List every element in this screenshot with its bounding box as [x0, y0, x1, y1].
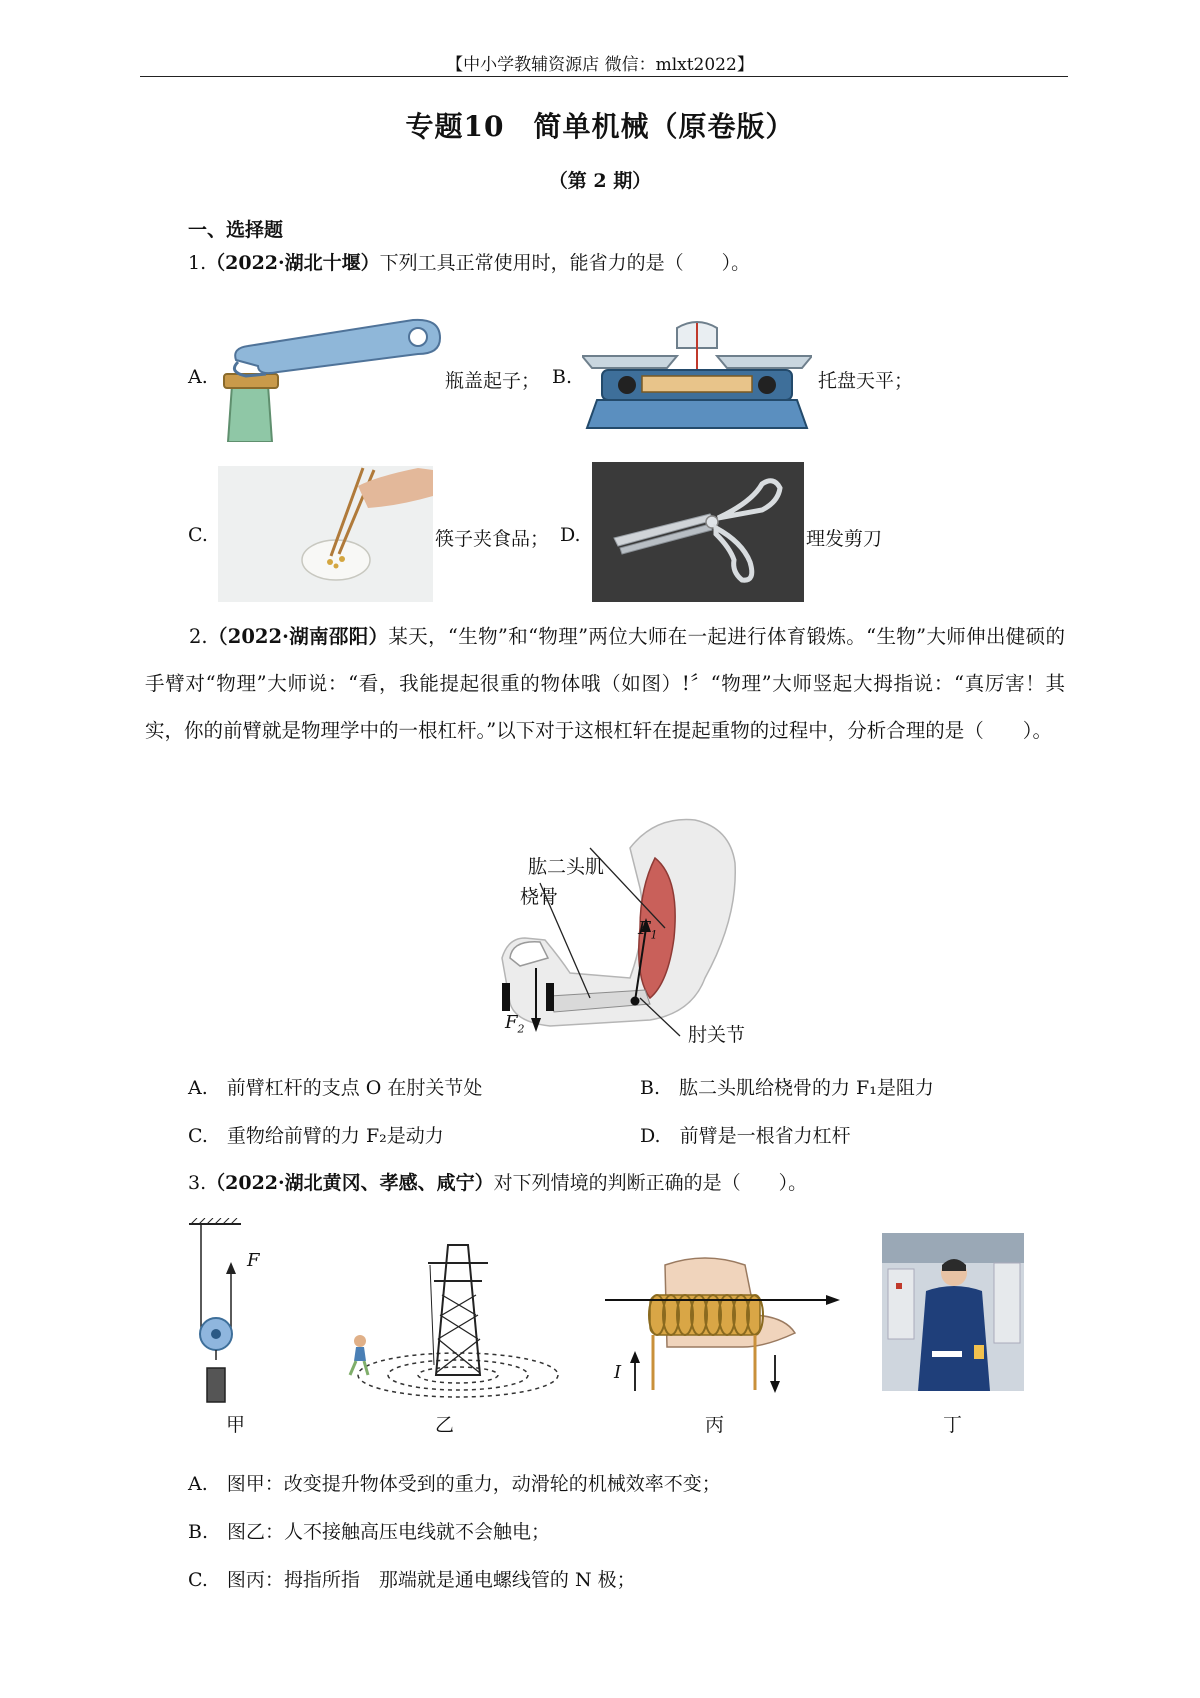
- q1-option-a-letter: A.: [188, 366, 208, 388]
- section-heading: 一、选择题: [188, 219, 284, 241]
- label-ding: 丁: [943, 1414, 963, 1436]
- q2-text: 某天，“生物”和“物理”两位大师在一起进行体育锻炼。“生物”大师伸出健硕的手臂对“物理”大师说：“看，我能提起很重的物体哦（如图）!〞“物理”大师竖起大拇指说：“真厉害！其实，你的前臂就是物理学中的一根杠杆。”以下对于这根杠轩在提起重物的过程中，分析合理的是（ ）。: [145, 625, 1065, 742]
- q1-option-d-letter: D.: [560, 524, 581, 546]
- q1-source: （2022·湖北十堰）: [206, 252, 380, 274]
- q3-stem: [188, 1168, 807, 1198]
- q3-source: （2022·湖北黄冈、孝感、咸宁）: [206, 1172, 494, 1194]
- q2-option-c: C. 重物给前臂的力 F₂是动力: [188, 1125, 444, 1147]
- solenoid-hand-figure: [605, 1255, 840, 1395]
- label-current-i: I: [614, 1362, 622, 1383]
- q1-option-c-text: 筷子夹食品；: [435, 528, 550, 550]
- issue-label: （第 2 期）: [548, 170, 652, 192]
- q2-option-d: D. 前臂是一根省力杠杆: [640, 1125, 851, 1147]
- pulley-figure: [185, 1218, 265, 1406]
- q3-option-b: B. 图乙：人不接触高压电线就不会触电；: [188, 1521, 551, 1543]
- q2-number: 2.: [189, 625, 208, 648]
- q2-option-b: B. 肱二头肌给桡骨的力 F₁是阻力: [640, 1077, 934, 1099]
- chopsticks-image: [218, 466, 433, 602]
- label-elbow: 肘关节: [688, 1024, 746, 1046]
- q1-option-a-text: 瓶盖起子；: [445, 370, 541, 392]
- page-header: 【中小学教辅资源店 微信：mlxt2022】: [446, 55, 754, 75]
- page-title: 专题10 简单机械（原卷版）: [405, 110, 795, 143]
- astronaut-photo: [882, 1233, 1024, 1391]
- label-yi: 乙: [435, 1414, 455, 1436]
- label-bing: 丙: [705, 1414, 725, 1436]
- q3-option-a: A. 图甲：改变提升物体受到的重力，动滑轮的机械效率不变；: [188, 1473, 721, 1495]
- q2-stem: [145, 613, 1065, 754]
- q1-stem: [188, 248, 750, 278]
- label-biceps: 肱二头肌: [528, 856, 605, 878]
- q1-option-b-text: 托盘天平；: [818, 370, 914, 392]
- label-force-f: F: [247, 1250, 260, 1271]
- label-f2: $F_2$: [505, 1012, 525, 1036]
- q2-source: （2022·湖南邵阳）: [207, 625, 389, 648]
- label-radius: 桡骨: [520, 886, 559, 908]
- label-f1: $F_1$: [638, 918, 658, 942]
- q1-text: 下列工具正常使用时，能省力的是（ ）。: [379, 252, 751, 274]
- q3-option-c: C. 图丙：拇指所指 那端就是通电螺线管的 N 极；: [188, 1569, 636, 1591]
- bottle-opener-image: [218, 310, 443, 442]
- balance-scale-image: [582, 318, 812, 438]
- power-tower-figure: [330, 1235, 560, 1400]
- q3-number: 3.: [188, 1172, 207, 1194]
- scissors-image: [592, 462, 804, 602]
- q1-option-b-letter: B.: [552, 366, 573, 388]
- header-rule: [140, 76, 1068, 77]
- q1-option-c-letter: C.: [188, 524, 208, 546]
- q3-text: 对下列情境的判断正确的是（ ）。: [493, 1172, 808, 1194]
- q2-option-a: A. 前臂杠杆的支点 O 在肘关节处: [188, 1077, 483, 1099]
- label-jia: 甲: [226, 1414, 246, 1436]
- q1-option-d-text: 理发剪刀: [806, 528, 883, 550]
- q1-number: 1.: [188, 252, 207, 274]
